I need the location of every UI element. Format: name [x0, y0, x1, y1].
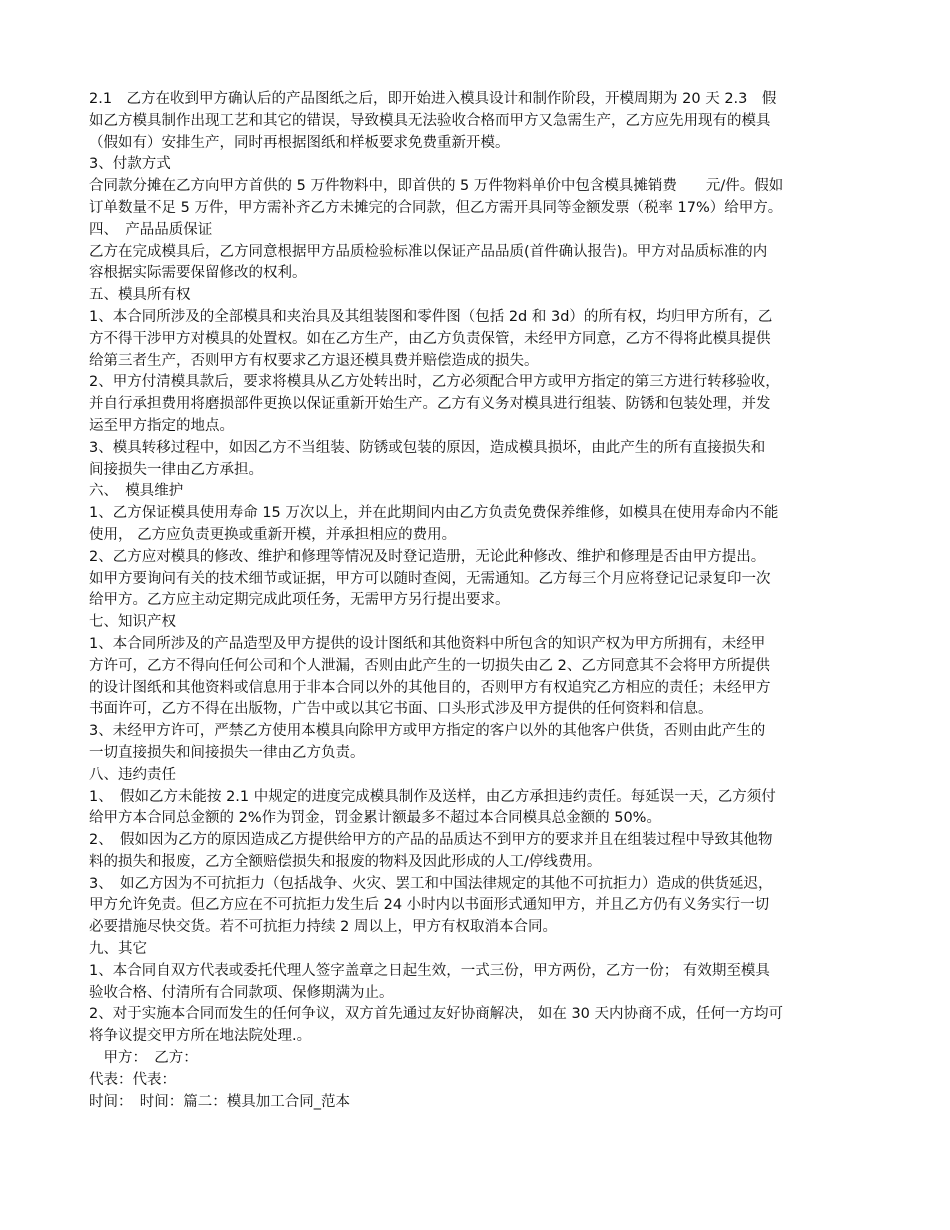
text-line: 1、本合同所涉及的产品造型及甲方提供的设计图纸和其他资料中所包含的知识产权为甲方所拥有，未经甲 — [89, 635, 766, 652]
text-line: 如乙方模具制作出现工艺和其它的错误，导致模具无法验收合格而甲方又急需生产，乙方应先用现有的模具 — [89, 112, 771, 129]
section-heading: 六、 模具维护 — [89, 483, 184, 500]
text-line: 料的损失和报废，乙方全额赔偿损失和报废的物料及因此形成的人工/停线费用。 — [89, 853, 602, 870]
signature-representatives: 代表：代表： — [89, 1071, 176, 1088]
text-line: 1、乙方保证模具使用寿命 15 万次以上，并在此期间内由乙方负责免费保养维修，如模具在使用寿命内不能 — [89, 505, 779, 522]
text-line: 的设计图纸和其他资料或信息用于非本合同以外的其他目的，否则甲方有权追究乙方相应的责任；未经甲方 — [89, 679, 771, 696]
text-line: 并自行承担费用将磨损部件更换以保证重新开始生产。乙方有义务对模具进行组装、防锈和包装处理，并发 — [89, 396, 771, 413]
text-line: 2、 假如因为乙方的原因造成乙方提供给甲方的产品的品质达不到甲方的要求并且在组装过程中导致其他物 — [89, 832, 773, 849]
section-heading: 五、模具所有权 — [89, 287, 191, 304]
text-line: 2、甲方付清模具款后，要求将模具从乙方处转出时，乙方必须配合甲方或甲方指定的第三方进行转移验收， — [89, 374, 780, 391]
section-heading: 四、 产品品质保证 — [89, 221, 213, 238]
text-line: 书面许可，乙方不得在出版物，广告中或以其它书面、口头形式涉及甲方提供的任何资料和信息。 — [89, 701, 713, 718]
text-line: 订单数量不足 5 万件，甲方需补齐乙方未摊完的合同款，但乙方需开具同等金额发票（税率 17%）给甲方。 — [89, 199, 783, 216]
text-line: 3、模具转移过程中，如因乙方不当组装、防锈或包装的原因，造成模具损坏，由此产生的所有直接损失和 — [89, 439, 766, 456]
text-line: 2.1 乙方在收到甲方确认后的产品图纸之后，即开始进入模具设计和制作阶段，开模周期为 20 天 2.3 假 — [89, 91, 777, 107]
text-line: 给甲方本合同总金额的 2%作为罚金，罚金累计额最多不超过本合同模具总金额的 50%。 — [89, 810, 661, 827]
text-line: 2、乙方应对模具的修改、维护和修理等情况及时登记造册，无论此种修改、维护和修理是否由甲方提出。 — [89, 548, 766, 565]
section-heading: 七、知识产权 — [89, 614, 176, 631]
text-line: 运至甲方指定的地点。 — [89, 417, 234, 434]
text-line: 验收合格、付清所有合同款项、保修期满为止。 — [89, 984, 394, 1001]
section-heading: 八、违约责任 — [89, 766, 176, 783]
text-line: 间接损失一律由乙方承担。 — [89, 461, 263, 478]
text-line: 1、本合同所涉及的全部模具和夹治具及其组装图和零件图（包括 2d 和 3d）的所有权，均归甲方所有，乙 — [89, 308, 773, 325]
text-line: 3、 如乙方因为不可抗拒力（包括战争、火灾、罢工和中国法律规定的其他不可抗拒力）造成的供货延迟， — [89, 875, 773, 892]
signature-dates: 时间： 时间：篇二：模具加工合同_范本 — [89, 1093, 350, 1110]
section-heading: 3、付款方式 — [89, 156, 171, 173]
text-line: 1、 假如乙方未能按 2.1 中规定的进度完成模具制作及送样，由乙方承担违约责任。每延误一天，乙方须付 — [89, 788, 776, 805]
text-line: 一切直接损失和间接损失一律由乙方负责。 — [89, 744, 365, 761]
text-line: 方不得干涉甲方对模具的处置权。如在乙方生产，由乙方负责保管，未经甲方同意，乙方不得将此模具提供 — [89, 330, 771, 347]
text-line: 使用， 乙方应负责更换或重新开模，并承担相应的费用。 — [89, 526, 457, 543]
section-heading: 九、其它 — [89, 941, 147, 958]
text-line: 2、对于实施本合同而发生的任何争议，双方首先通过友好协商解决， 如在 30 天内协商不成，任何一方均可 — [89, 1006, 783, 1023]
text-line: 必要措施尽快交货。若不可抗拒力持续 2 周以上，甲方有权取消本合同。 — [89, 919, 557, 936]
text-line: 容根据实际需要保留修改的权利。 — [89, 265, 307, 282]
text-line: 3、未经甲方许可，严禁乙方使用本模具向除甲方或甲方指定的客户以外的其他客户供货，否则由此产生的 — [89, 723, 766, 740]
text-line: 合同款分摊在乙方向甲方首供的 5 万件物料中，即首供的 5 万件物料单价中包含模具摊销费 元/件。假如 — [89, 178, 784, 195]
signature-parties: 甲方： 乙方： — [89, 1050, 198, 1067]
text-line: 如甲方要询问有关的技术细节或证据，甲方可以随时查阅，无需通知。乙方每三个月应将登记记录复印一次 — [89, 570, 771, 587]
text-line: 方许可，乙方不得向任何公司和个人泄漏，否则由此产生的一切损失由乙 2、乙方同意其不会将甲方所提供 — [89, 657, 770, 674]
text-line: 给甲方。乙方应主动定期完成此项任务，无需甲方另行提出要求。 — [89, 592, 510, 609]
text-line: 乙方在完成模具后，乙方同意根据甲方品质检验标准以保证产品品质(首件确认报告)。甲方对品质标准的内 — [89, 243, 768, 260]
contract-document — [89, 89, 861, 1113]
text-line: 给第三者生产，否则甲方有权要求乙方退还模具费并赔偿造成的损失。 — [89, 352, 539, 369]
text-line: 甲方允许免责。但乙方应在不可抗拒力发生后 24 小时内以书面形式通知甲方，并且乙方仍有义务实行一切 — [89, 897, 770, 914]
text-line: （假如有）安排生产，同时再根据图纸和样板要求免费重新开模。 — [89, 134, 510, 151]
text-line: 1、本合同自双方代表或委托代理人签字盖章之日起生效，一式三份，甲方两份，乙方一份； 有效期至模具 — [89, 962, 770, 979]
text-line: 将争议提交甲方所在地法院处理.。 — [89, 1028, 312, 1045]
